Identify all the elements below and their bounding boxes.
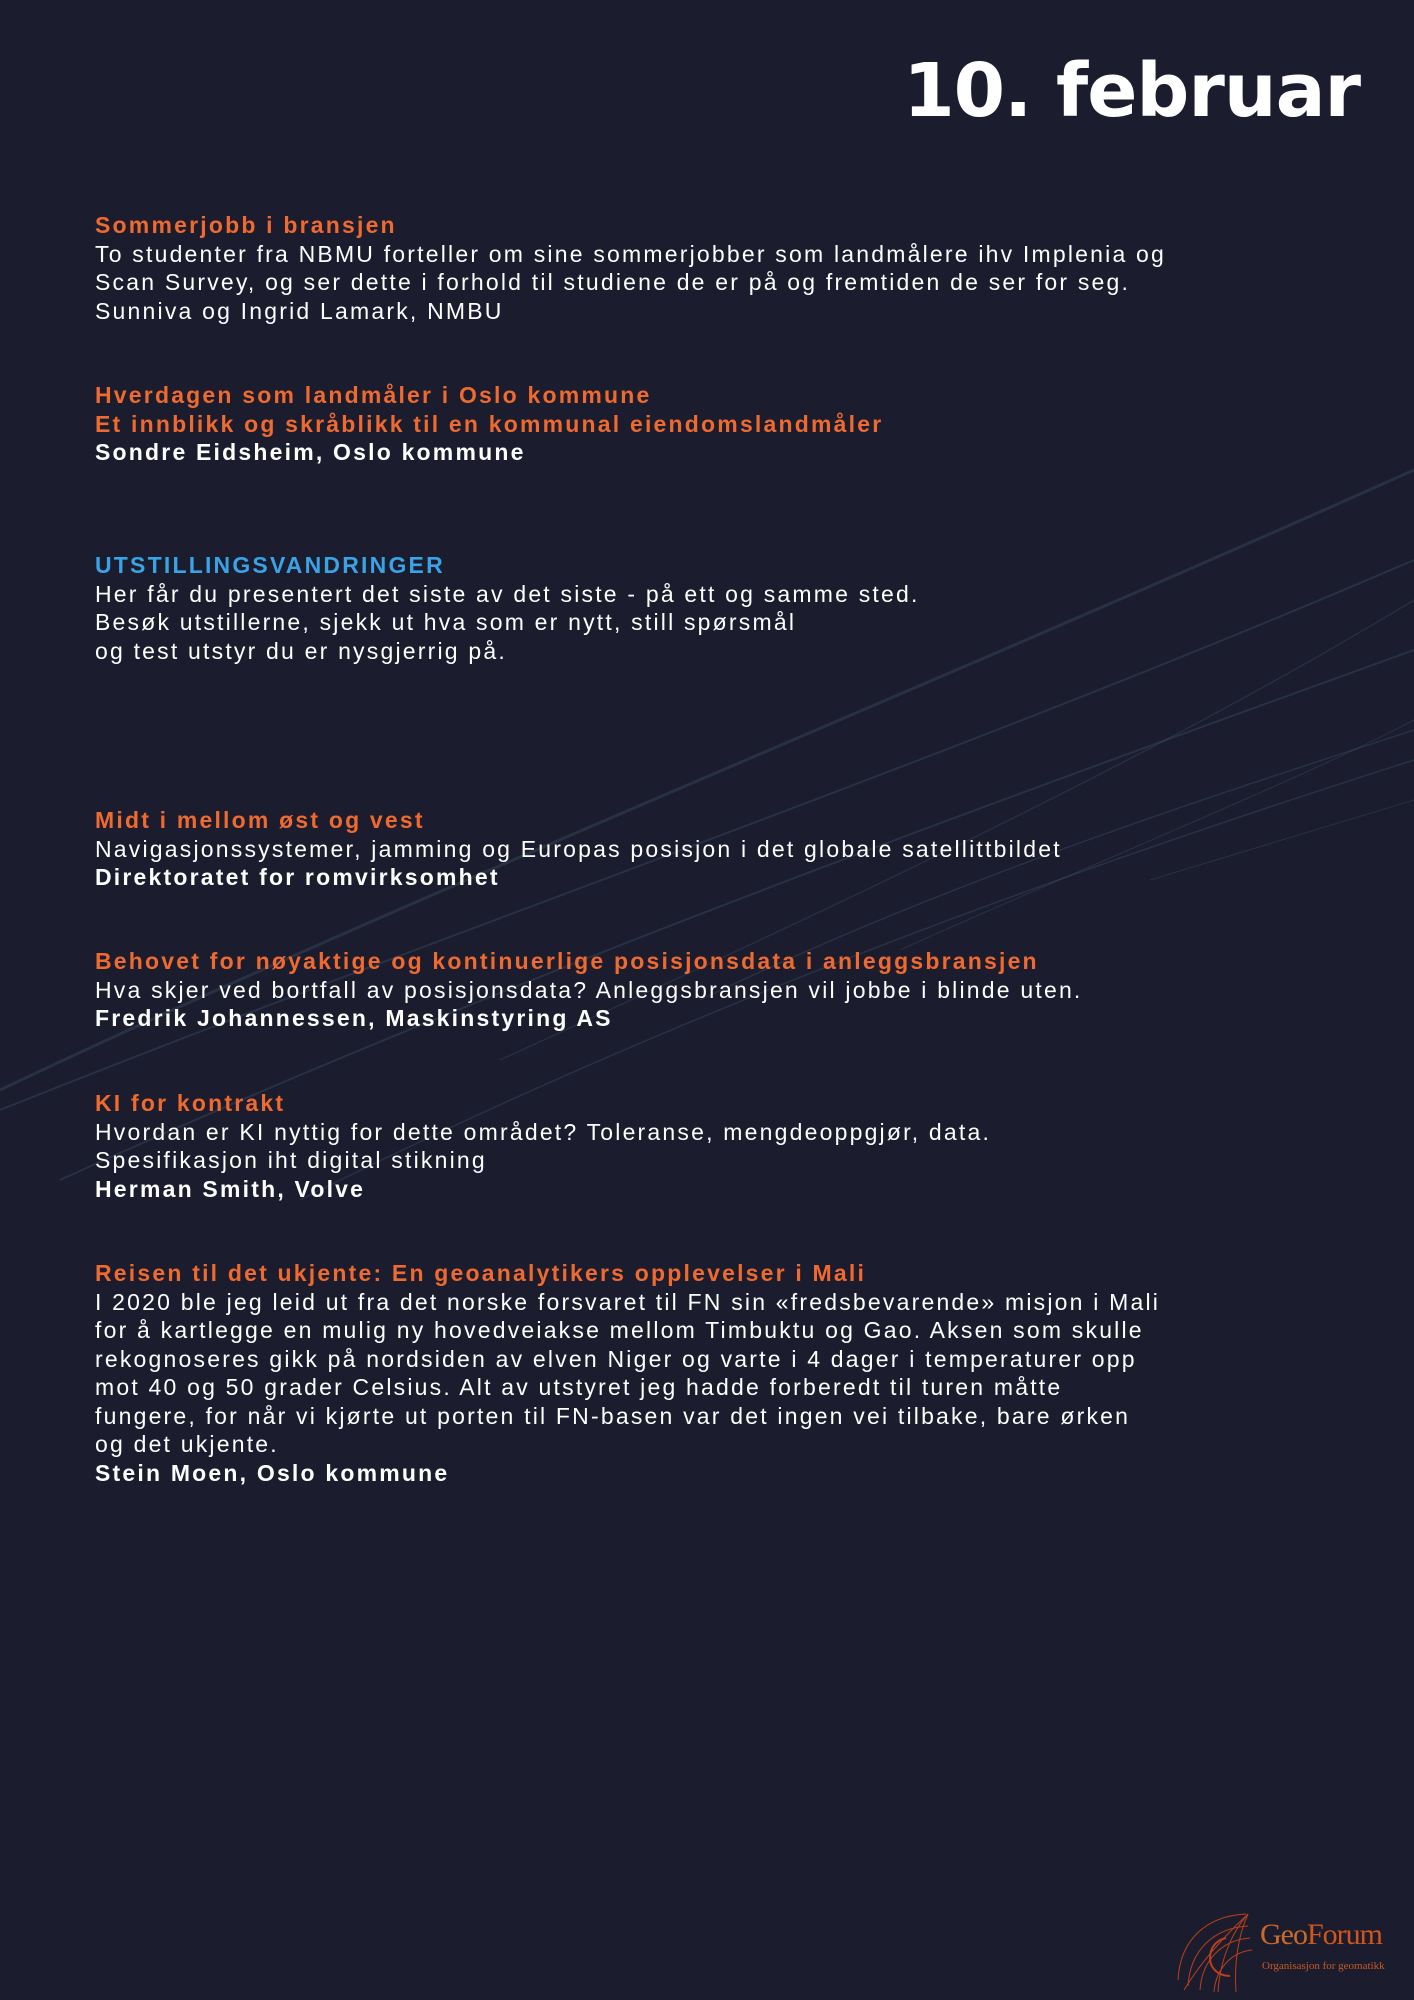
program-item-midt-i-mellom bbox=[95, 806, 1315, 892]
item-description: To studenter fra NBMU forteller om sine sommerjobber som landmålere ihv Implenia og bbox=[95, 240, 1167, 267]
program-item-sommerjobb bbox=[95, 211, 1315, 325]
item-title: Reisen til det ukjente: En geoanalytikers opplevelser i Mali bbox=[95, 1260, 867, 1286]
item-speaker: Sondre Eidsheim, Oslo kommune bbox=[95, 439, 526, 465]
item-description: for å kartlegge en mulig ny hovedveiakse mellom Timbuktu og Gao. Aksen som skulle bbox=[95, 1317, 1144, 1343]
logo-wordmark bbox=[1260, 1918, 1382, 1952]
logo-forum-text: Forum bbox=[1306, 1918, 1382, 1951]
item-speaker: Sunniva og Ingrid Lamark, NMBU bbox=[95, 297, 504, 324]
item-title: Sommerjobb i bransjen bbox=[95, 212, 397, 238]
page-title: 10. februar bbox=[903, 48, 1360, 134]
item-description: Hva skjer ved bortfall av posisjonsdata? Anleggsbransjen vil jobbe i blinde uten. bbox=[95, 976, 1083, 1003]
program-item-posisjonsdata bbox=[95, 947, 1315, 1033]
item-description: og det ukjente. bbox=[95, 1431, 279, 1457]
program-item-reisen-til-mali bbox=[95, 1259, 1315, 1487]
logo-subtitle: Organisasjon for geomatikk bbox=[1262, 1960, 1385, 1972]
item-description: I 2020 ble jeg leid ut fra det norske forsvaret til FN sin «fredsbevarende» misjon i Mali bbox=[95, 1288, 1161, 1315]
item-description: mot 40 og 50 grader Celsius. Alt av utstyret jeg hadde forberedt til turen måtte bbox=[95, 1374, 1063, 1400]
item-description: Scan Survey, og ser dette i forhold til studiene de er på og fremtiden de ser for seg. bbox=[95, 269, 1131, 295]
item-title: Midt i mellom øst og vest bbox=[95, 807, 425, 833]
item-description: og test utstyr du er nysgjerrig på. bbox=[95, 637, 507, 664]
item-description: Navigasjonssystemer, jamming og Europas posisjon i det globale satellittbildet bbox=[95, 835, 1062, 862]
item-description: Her får du presentert det siste av det siste - på ett og samme sted. bbox=[95, 580, 920, 607]
logo-geo-text: Geo bbox=[1260, 1918, 1307, 1951]
item-title: UTSTILLINGSVANDRINGER bbox=[95, 552, 445, 578]
item-description: Hvordan er KI nyttig for dette området? Toleranse, mengdeoppgjør, data. bbox=[95, 1118, 992, 1145]
item-description: Besøk utstillerne, sjekk ut hva som er nytt, still spørsmål bbox=[95, 609, 797, 635]
item-description: Spesifikasjon iht digital stikning bbox=[95, 1147, 487, 1173]
item-title: Hverdagen som landmåler i Oslo kommune bbox=[95, 382, 652, 408]
item-speaker: Stein Moen, Oslo kommune bbox=[95, 1459, 450, 1486]
item-subtitle: Et innblikk og skråblikk til en kommunal eiendomslandmåler bbox=[95, 410, 884, 437]
globe-grid-icon bbox=[1176, 1910, 1256, 1994]
item-speaker: Direktoratet for romvirksomhet bbox=[95, 864, 500, 890]
item-title: Behovet for nøyaktige og kontinuerlige posisjonsdata i anleggsbransjen bbox=[95, 948, 1039, 974]
program-item-utstillingsvandringer bbox=[95, 551, 1315, 665]
geoforum-logo bbox=[1176, 1910, 1408, 1994]
item-description: fungere, for når vi kjørte ut porten til FN-basen var det ingen vei tilbake, bare ørken bbox=[95, 1402, 1131, 1429]
program-item-ki-for-kontrakt bbox=[95, 1089, 1315, 1203]
program-item-hverdagen bbox=[95, 381, 1315, 467]
item-title: KI for kontrakt bbox=[95, 1090, 286, 1116]
item-speaker: Herman Smith, Volve bbox=[95, 1175, 366, 1202]
item-description: rekognoseres gikk på nordsiden av elven Niger og varte i 4 dager i temperaturer opp bbox=[95, 1345, 1137, 1372]
item-speaker: Fredrik Johannessen, Maskinstyring AS bbox=[95, 1005, 613, 1031]
